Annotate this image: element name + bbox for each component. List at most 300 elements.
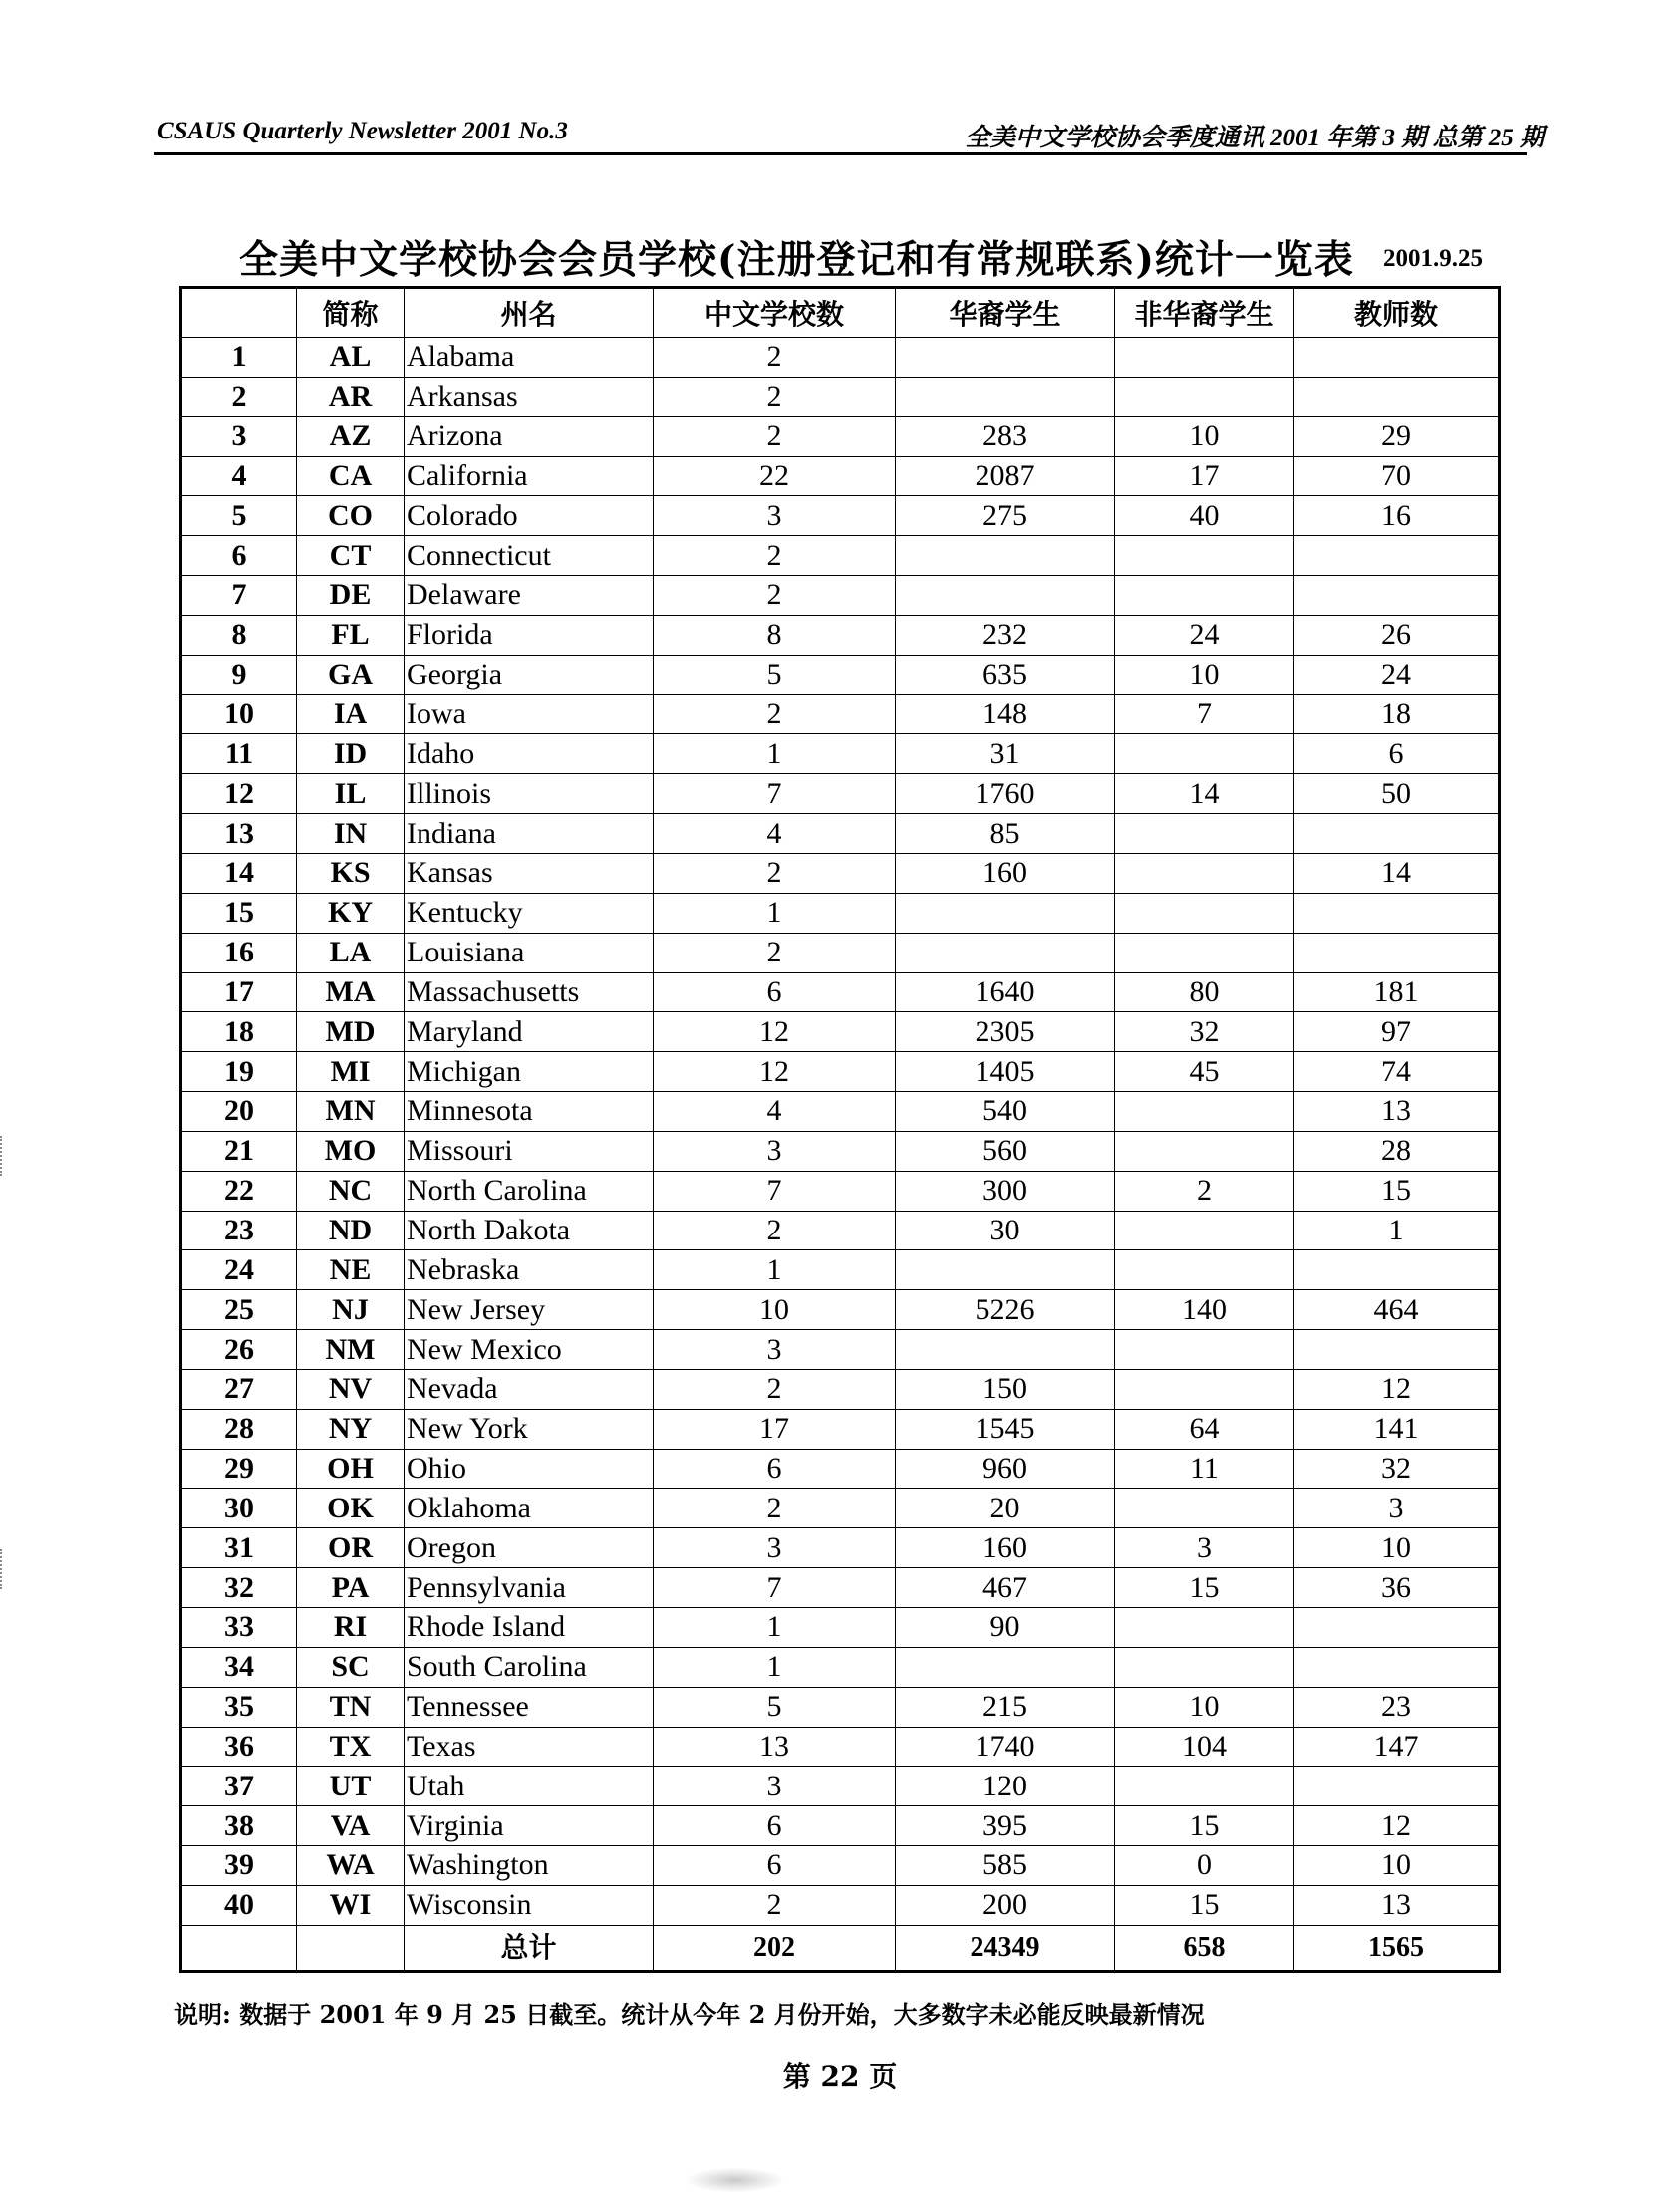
cell-teachers: 6 bbox=[1294, 734, 1500, 774]
cell-school-count: 3 bbox=[654, 496, 896, 536]
cell-teachers: 3 bbox=[1294, 1489, 1500, 1528]
cell-non-chinese-students bbox=[1115, 1369, 1294, 1409]
table-row bbox=[181, 1409, 1500, 1449]
cell-abbreviation: CO bbox=[297, 496, 405, 536]
cell-school-count: 3 bbox=[654, 1528, 896, 1568]
cell-teachers: 26 bbox=[1294, 615, 1500, 655]
cell-non-chinese-students bbox=[1115, 1330, 1294, 1370]
cell-index: 12 bbox=[181, 774, 297, 814]
cell-index: 3 bbox=[181, 416, 297, 456]
cell-abbreviation: ND bbox=[297, 1211, 405, 1250]
cell-index: 11 bbox=[181, 734, 297, 774]
cell-teachers: 12 bbox=[1294, 1806, 1500, 1846]
column-header-teachers: 教师数 bbox=[1294, 288, 1500, 338]
cell-school-count: 1 bbox=[654, 734, 896, 774]
cell-non-chinese-students: 104 bbox=[1115, 1727, 1294, 1767]
cell-state: Idaho bbox=[405, 734, 654, 774]
cell-state: Iowa bbox=[405, 694, 654, 734]
cell-school-count: 7 bbox=[654, 774, 896, 814]
cell-index: 22 bbox=[181, 1171, 297, 1211]
page-number: 第 22 页 bbox=[782, 2060, 898, 2093]
cell-state: Alabama bbox=[405, 338, 654, 378]
cell-chinese-students: 560 bbox=[896, 1131, 1115, 1171]
cell-teachers: 23 bbox=[1294, 1687, 1500, 1727]
cell-abbreviation: OK bbox=[297, 1489, 405, 1528]
cell-school-count: 6 bbox=[654, 972, 896, 1012]
cell-non-chinese-students bbox=[1115, 853, 1294, 893]
cell-index: 29 bbox=[181, 1449, 297, 1489]
cell-non-chinese-students: 64 bbox=[1115, 1409, 1294, 1449]
cell-state: California bbox=[405, 456, 654, 496]
cell-index: 39 bbox=[181, 1846, 297, 1886]
table-row bbox=[181, 1767, 1500, 1806]
table-row bbox=[181, 893, 1500, 933]
cell-teachers: 18 bbox=[1294, 694, 1500, 734]
header-divider bbox=[154, 152, 1527, 155]
cell-empty bbox=[181, 1925, 297, 1971]
cell-non-chinese-students bbox=[1115, 576, 1294, 616]
cell-school-count: 7 bbox=[654, 1568, 896, 1608]
cell-state: Arizona bbox=[405, 416, 654, 456]
cell-school-count: 8 bbox=[654, 615, 896, 655]
cell-chinese-students: 960 bbox=[896, 1449, 1115, 1489]
scan-edge-dots bbox=[0, 1136, 8, 1176]
cell-abbreviation: NV bbox=[297, 1369, 405, 1409]
cell-abbreviation: NY bbox=[297, 1409, 405, 1449]
cell-non-chinese-students bbox=[1115, 338, 1294, 378]
cell-teachers: 16 bbox=[1294, 496, 1500, 536]
cell-chinese-students: 148 bbox=[896, 694, 1115, 734]
cell-abbreviation: MN bbox=[297, 1092, 405, 1132]
cell-abbreviation: AL bbox=[297, 338, 405, 378]
cell-teachers: 181 bbox=[1294, 972, 1500, 1012]
table-row bbox=[181, 933, 1500, 972]
cell-index: 33 bbox=[181, 1608, 297, 1648]
scan-artifact bbox=[688, 2168, 782, 2192]
cell-chinese-students: 2305 bbox=[896, 1012, 1115, 1052]
cell-non-chinese-students bbox=[1115, 377, 1294, 416]
cell-index: 30 bbox=[181, 1489, 297, 1528]
cell-abbreviation: MA bbox=[297, 972, 405, 1012]
newsletter-title-header: CSAUS Quarterly Newsletter 2001 No.3 bbox=[157, 118, 568, 144]
cell-teachers bbox=[1294, 377, 1500, 416]
cell-non-chinese-students: 3 bbox=[1115, 1528, 1294, 1568]
cell-state: Georgia bbox=[405, 655, 654, 694]
cell-school-count: 6 bbox=[654, 1806, 896, 1846]
cell-school-count: 2 bbox=[654, 933, 896, 972]
cell-chinese-students: 85 bbox=[896, 814, 1115, 854]
cell-non-chinese-students bbox=[1115, 1647, 1294, 1687]
cell-abbreviation: NC bbox=[297, 1171, 405, 1211]
cell-index: 27 bbox=[181, 1369, 297, 1409]
cell-state: Nevada bbox=[405, 1369, 654, 1409]
cell-school-count: 2 bbox=[654, 694, 896, 734]
table-row bbox=[181, 1568, 1500, 1608]
cell-index: 28 bbox=[181, 1409, 297, 1449]
cell-chinese-students: 200 bbox=[896, 1885, 1115, 1925]
cell-state: North Dakota bbox=[405, 1211, 654, 1250]
table-row bbox=[181, 1211, 1500, 1250]
cell-state: New Jersey bbox=[405, 1290, 654, 1330]
cell-non-chinese-students: 45 bbox=[1115, 1052, 1294, 1092]
footnote: 说明: 数据于 2001 年 9 月 25 日截至。统计从今年 2 月份开始，大多数字未必能反映最新情况 bbox=[174, 2000, 1205, 2029]
cell-school-count: 1 bbox=[654, 1250, 896, 1290]
cell-abbreviation: AR bbox=[297, 377, 405, 416]
cell-state: New York bbox=[405, 1409, 654, 1449]
table-date: 2001.9.25 bbox=[1383, 245, 1483, 272]
cell-chinese-students bbox=[896, 1647, 1115, 1687]
total-teachers: 1565 bbox=[1294, 1925, 1500, 1971]
cell-teachers bbox=[1294, 1767, 1500, 1806]
cell-school-count: 4 bbox=[654, 1092, 896, 1132]
cell-state: Louisiana bbox=[405, 933, 654, 972]
total-chinese-students: 24349 bbox=[896, 1925, 1115, 1971]
cell-chinese-students: 5226 bbox=[896, 1290, 1115, 1330]
cell-index: 23 bbox=[181, 1211, 297, 1250]
cell-teachers: 29 bbox=[1294, 416, 1500, 456]
cell-state: Pennsylvania bbox=[405, 1568, 654, 1608]
cell-school-count: 1 bbox=[654, 1608, 896, 1648]
cell-state: Washington bbox=[405, 1846, 654, 1886]
cell-chinese-students: 283 bbox=[896, 416, 1115, 456]
cell-school-count: 10 bbox=[654, 1290, 896, 1330]
cell-chinese-students: 540 bbox=[896, 1092, 1115, 1132]
cell-state: Minnesota bbox=[405, 1092, 654, 1132]
table-row bbox=[181, 1052, 1500, 1092]
table-row bbox=[181, 734, 1500, 774]
cell-school-count: 12 bbox=[654, 1012, 896, 1052]
column-header-non-chinese-students: 非华裔学生 bbox=[1115, 288, 1294, 338]
cell-non-chinese-students bbox=[1115, 1250, 1294, 1290]
cell-state: Illinois bbox=[405, 774, 654, 814]
cell-state: Maryland bbox=[405, 1012, 654, 1052]
cell-teachers bbox=[1294, 893, 1500, 933]
cell-chinese-students: 585 bbox=[896, 1846, 1115, 1886]
cell-teachers bbox=[1294, 933, 1500, 972]
total-school-count: 202 bbox=[654, 1925, 896, 1971]
cell-non-chinese-students: 2 bbox=[1115, 1171, 1294, 1211]
table-row bbox=[181, 416, 1500, 456]
cell-index: 40 bbox=[181, 1885, 297, 1925]
cell-non-chinese-students bbox=[1115, 734, 1294, 774]
cell-index: 38 bbox=[181, 1806, 297, 1846]
cell-teachers: 14 bbox=[1294, 853, 1500, 893]
cell-abbreviation: LA bbox=[297, 933, 405, 972]
cell-index: 2 bbox=[181, 377, 297, 416]
cell-school-count: 22 bbox=[654, 456, 896, 496]
cell-chinese-students bbox=[896, 893, 1115, 933]
table-row bbox=[181, 338, 1500, 378]
cell-index: 37 bbox=[181, 1767, 297, 1806]
column-header-chinese-students: 华裔学生 bbox=[896, 288, 1115, 338]
cell-school-count: 2 bbox=[654, 1489, 896, 1528]
cell-teachers: 10 bbox=[1294, 1846, 1500, 1886]
cell-abbreviation: ID bbox=[297, 734, 405, 774]
cell-state: North Carolina bbox=[405, 1171, 654, 1211]
cell-state: Virginia bbox=[405, 1806, 654, 1846]
cell-school-count: 2 bbox=[654, 853, 896, 893]
cell-index: 4 bbox=[181, 456, 297, 496]
cell-non-chinese-students: 40 bbox=[1115, 496, 1294, 536]
cell-state: Arkansas bbox=[405, 377, 654, 416]
table-row bbox=[181, 1330, 1500, 1370]
cell-chinese-students: 120 bbox=[896, 1767, 1115, 1806]
cell-non-chinese-students: 14 bbox=[1115, 774, 1294, 814]
cell-chinese-students bbox=[896, 1330, 1115, 1370]
cell-school-count: 2 bbox=[654, 377, 896, 416]
cell-teachers bbox=[1294, 1250, 1500, 1290]
cell-abbreviation: TX bbox=[297, 1727, 405, 1767]
cell-non-chinese-students: 15 bbox=[1115, 1568, 1294, 1608]
cell-school-count: 2 bbox=[654, 1885, 896, 1925]
cell-non-chinese-students bbox=[1115, 1767, 1294, 1806]
table-row bbox=[181, 1528, 1500, 1568]
cell-state: Indiana bbox=[405, 814, 654, 854]
cell-abbreviation: PA bbox=[297, 1568, 405, 1608]
cell-index: 5 bbox=[181, 496, 297, 536]
cell-teachers bbox=[1294, 814, 1500, 854]
table-row bbox=[181, 655, 1500, 694]
cell-teachers: 464 bbox=[1294, 1290, 1500, 1330]
cell-index: 6 bbox=[181, 536, 297, 576]
cell-school-count: 5 bbox=[654, 1687, 896, 1727]
cell-non-chinese-students bbox=[1115, 1131, 1294, 1171]
cell-teachers: 70 bbox=[1294, 456, 1500, 496]
cell-state: Kansas bbox=[405, 853, 654, 893]
cell-teachers bbox=[1294, 338, 1500, 378]
total-label: 总计 bbox=[405, 1925, 654, 1971]
cell-index: 32 bbox=[181, 1568, 297, 1608]
cell-non-chinese-students bbox=[1115, 1489, 1294, 1528]
cell-state: Oregon bbox=[405, 1528, 654, 1568]
table-row bbox=[181, 576, 1500, 616]
cell-index: 7 bbox=[181, 576, 297, 616]
cell-abbreviation: OH bbox=[297, 1449, 405, 1489]
cell-non-chinese-students bbox=[1115, 536, 1294, 576]
cell-non-chinese-students bbox=[1115, 1092, 1294, 1132]
cell-abbreviation: DE bbox=[297, 576, 405, 616]
cell-abbreviation: RI bbox=[297, 1608, 405, 1648]
cell-school-count: 2 bbox=[654, 1211, 896, 1250]
cell-state: Missouri bbox=[405, 1131, 654, 1171]
cell-state: Kentucky bbox=[405, 893, 654, 933]
cell-abbreviation: VA bbox=[297, 1806, 405, 1846]
cell-chinese-students: 1640 bbox=[896, 972, 1115, 1012]
cell-index: 24 bbox=[181, 1250, 297, 1290]
scan-edge-dots bbox=[0, 1549, 8, 1589]
cell-school-count: 2 bbox=[654, 576, 896, 616]
column-header-abbreviation: 简称 bbox=[297, 288, 405, 338]
cell-non-chinese-students: 10 bbox=[1115, 1687, 1294, 1727]
cell-index: 19 bbox=[181, 1052, 297, 1092]
cell-teachers: 15 bbox=[1294, 1171, 1500, 1211]
cell-abbreviation: CT bbox=[297, 536, 405, 576]
cell-abbreviation: TN bbox=[297, 1687, 405, 1727]
cell-abbreviation: FL bbox=[297, 615, 405, 655]
total-non-chinese-students: 658 bbox=[1115, 1925, 1294, 1971]
table-row bbox=[181, 496, 1500, 536]
cell-index: 15 bbox=[181, 893, 297, 933]
cell-teachers bbox=[1294, 576, 1500, 616]
cell-index: 1 bbox=[181, 338, 297, 378]
table-row bbox=[181, 615, 1500, 655]
cell-teachers: 141 bbox=[1294, 1409, 1500, 1449]
cell-abbreviation: GA bbox=[297, 655, 405, 694]
cell-abbreviation: NM bbox=[297, 1330, 405, 1370]
cell-index: 26 bbox=[181, 1330, 297, 1370]
cell-teachers bbox=[1294, 1608, 1500, 1648]
cell-abbreviation: OR bbox=[297, 1528, 405, 1568]
cell-state: Nebraska bbox=[405, 1250, 654, 1290]
cell-abbreviation: SC bbox=[297, 1647, 405, 1687]
cell-non-chinese-students: 7 bbox=[1115, 694, 1294, 734]
table-total-row bbox=[181, 1925, 1500, 1971]
cell-state: Texas bbox=[405, 1727, 654, 1767]
cell-state: Connecticut bbox=[405, 536, 654, 576]
cell-abbreviation: CA bbox=[297, 456, 405, 496]
cell-abbreviation: MI bbox=[297, 1052, 405, 1092]
cell-non-chinese-students: 17 bbox=[1115, 456, 1294, 496]
cell-abbreviation: UT bbox=[297, 1767, 405, 1806]
cell-school-count: 5 bbox=[654, 655, 896, 694]
cell-non-chinese-students: 10 bbox=[1115, 655, 1294, 694]
cell-school-count: 2 bbox=[654, 416, 896, 456]
cell-empty bbox=[297, 1925, 405, 1971]
cell-abbreviation: NJ bbox=[297, 1290, 405, 1330]
cell-index: 16 bbox=[181, 933, 297, 972]
cell-chinese-students bbox=[896, 1250, 1115, 1290]
cell-teachers: 50 bbox=[1294, 774, 1500, 814]
cell-index: 13 bbox=[181, 814, 297, 854]
cell-abbreviation: WA bbox=[297, 1846, 405, 1886]
cell-state: Utah bbox=[405, 1767, 654, 1806]
cell-teachers: 28 bbox=[1294, 1131, 1500, 1171]
cell-school-count: 3 bbox=[654, 1767, 896, 1806]
table-row bbox=[181, 1250, 1500, 1290]
cell-school-count: 4 bbox=[654, 814, 896, 854]
cell-chinese-students: 20 bbox=[896, 1489, 1115, 1528]
cell-teachers: 24 bbox=[1294, 655, 1500, 694]
table-row bbox=[181, 1449, 1500, 1489]
cell-chinese-students: 160 bbox=[896, 853, 1115, 893]
cell-chinese-students: 1405 bbox=[896, 1052, 1115, 1092]
cell-abbreviation: IA bbox=[297, 694, 405, 734]
table-row bbox=[181, 1131, 1500, 1171]
cell-teachers: 147 bbox=[1294, 1727, 1500, 1767]
table-title: 全美中文学校协会会员学校(注册登记和有常规联系)统计一览表 bbox=[239, 237, 1354, 283]
table-row bbox=[181, 694, 1500, 734]
cell-school-count: 7 bbox=[654, 1171, 896, 1211]
cell-state: Massachusetts bbox=[405, 972, 654, 1012]
cell-chinese-students: 160 bbox=[896, 1528, 1115, 1568]
cell-school-count: 17 bbox=[654, 1409, 896, 1449]
cell-non-chinese-students bbox=[1115, 893, 1294, 933]
cell-state: Delaware bbox=[405, 576, 654, 616]
cell-abbreviation: KS bbox=[297, 853, 405, 893]
cell-non-chinese-students: 140 bbox=[1115, 1290, 1294, 1330]
cell-chinese-students: 395 bbox=[896, 1806, 1115, 1846]
cell-chinese-students: 635 bbox=[896, 655, 1115, 694]
table-row bbox=[181, 1687, 1500, 1727]
cell-chinese-students: 1760 bbox=[896, 774, 1115, 814]
cell-index: 17 bbox=[181, 972, 297, 1012]
column-header-index bbox=[181, 288, 297, 338]
cell-chinese-students bbox=[896, 933, 1115, 972]
cell-teachers bbox=[1294, 1647, 1500, 1687]
table-row bbox=[181, 1171, 1500, 1211]
table-row bbox=[181, 1012, 1500, 1052]
member-schools-table bbox=[179, 286, 1501, 1973]
cell-non-chinese-students: 15 bbox=[1115, 1806, 1294, 1846]
cell-chinese-students: 467 bbox=[896, 1568, 1115, 1608]
cell-school-count: 2 bbox=[654, 536, 896, 576]
cell-non-chinese-students: 80 bbox=[1115, 972, 1294, 1012]
cell-state: Wisconsin bbox=[405, 1885, 654, 1925]
cell-index: 25 bbox=[181, 1290, 297, 1330]
cell-non-chinese-students: 11 bbox=[1115, 1449, 1294, 1489]
cell-chinese-students: 215 bbox=[896, 1687, 1115, 1727]
cell-state: Colorado bbox=[405, 496, 654, 536]
cell-non-chinese-students bbox=[1115, 814, 1294, 854]
column-header-state: 州名 bbox=[405, 288, 654, 338]
cell-teachers: 13 bbox=[1294, 1885, 1500, 1925]
cell-index: 35 bbox=[181, 1687, 297, 1727]
cell-chinese-students: 2087 bbox=[896, 456, 1115, 496]
cell-non-chinese-students bbox=[1115, 933, 1294, 972]
cell-state: Florida bbox=[405, 615, 654, 655]
table-row bbox=[181, 774, 1500, 814]
cell-abbreviation: WI bbox=[297, 1885, 405, 1925]
cell-chinese-students: 90 bbox=[896, 1608, 1115, 1648]
cell-teachers: 13 bbox=[1294, 1092, 1500, 1132]
cell-index: 34 bbox=[181, 1647, 297, 1687]
cell-teachers: 74 bbox=[1294, 1052, 1500, 1092]
table-row bbox=[181, 814, 1500, 854]
cell-school-count: 1 bbox=[654, 1647, 896, 1687]
cell-chinese-students: 232 bbox=[896, 615, 1115, 655]
table-row bbox=[181, 1608, 1500, 1648]
cell-abbreviation: MO bbox=[297, 1131, 405, 1171]
table-row bbox=[181, 1647, 1500, 1687]
cell-abbreviation: IL bbox=[297, 774, 405, 814]
cell-teachers bbox=[1294, 1330, 1500, 1370]
cell-chinese-students: 1545 bbox=[896, 1409, 1115, 1449]
cell-school-count: 13 bbox=[654, 1727, 896, 1767]
table-body bbox=[181, 338, 1500, 1972]
cell-school-count: 2 bbox=[654, 1369, 896, 1409]
cell-teachers: 36 bbox=[1294, 1568, 1500, 1608]
cell-state: Ohio bbox=[405, 1449, 654, 1489]
cell-non-chinese-students: 32 bbox=[1115, 1012, 1294, 1052]
cell-school-count: 6 bbox=[654, 1449, 896, 1489]
cell-chinese-students: 150 bbox=[896, 1369, 1115, 1409]
cell-chinese-students bbox=[896, 377, 1115, 416]
cell-chinese-students: 275 bbox=[896, 496, 1115, 536]
cell-teachers: 32 bbox=[1294, 1449, 1500, 1489]
table-row bbox=[181, 1806, 1500, 1846]
table-row bbox=[181, 1727, 1500, 1767]
table-row bbox=[181, 456, 1500, 496]
cell-index: 20 bbox=[181, 1092, 297, 1132]
cell-school-count: 3 bbox=[654, 1330, 896, 1370]
cell-non-chinese-students: 15 bbox=[1115, 1885, 1294, 1925]
table-row bbox=[181, 853, 1500, 893]
cell-index: 18 bbox=[181, 1012, 297, 1052]
table-header-row bbox=[181, 288, 1500, 338]
table-row bbox=[181, 1885, 1500, 1925]
cell-non-chinese-students: 0 bbox=[1115, 1846, 1294, 1886]
cell-state: Michigan bbox=[405, 1052, 654, 1092]
